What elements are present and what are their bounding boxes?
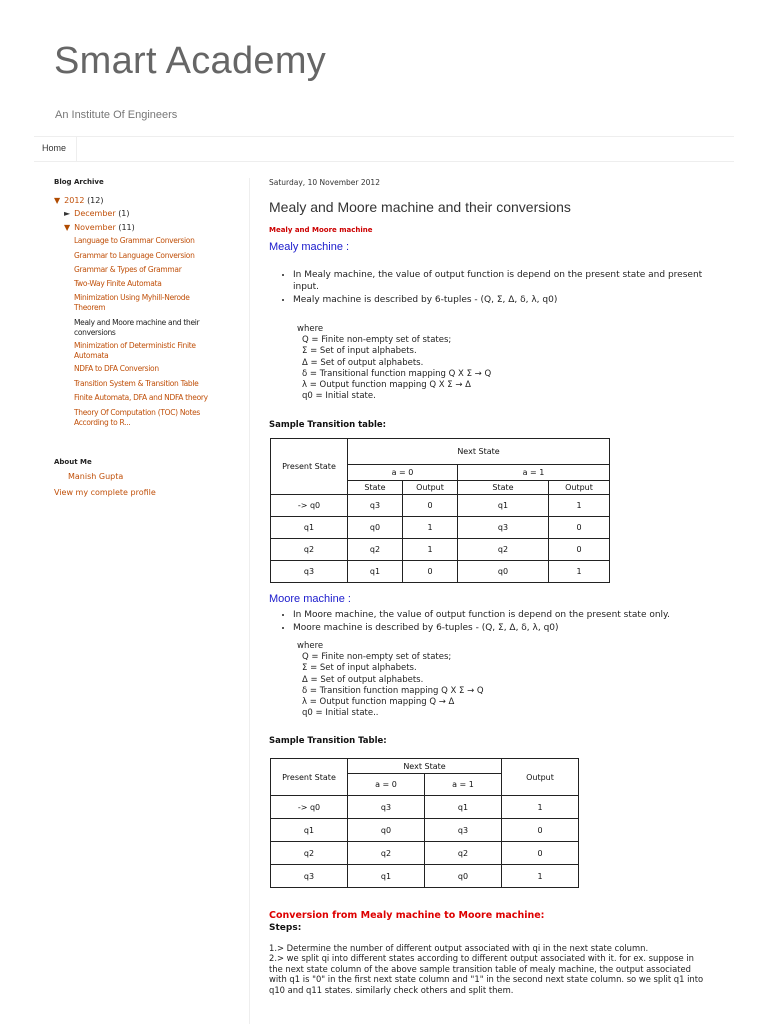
table-cell: 1 [502, 796, 579, 819]
author-name-link[interactable]: Manish Gupta [68, 472, 124, 481]
blog-archive-heading: Blog Archive [54, 178, 104, 186]
table-cell: q3 [348, 796, 425, 819]
table-cell: 0 [403, 561, 458, 583]
table-header: a = 0 [348, 774, 425, 796]
mealy-bullets [279, 269, 703, 307]
archive-post-link[interactable]: Grammar to Language Conversion [74, 251, 195, 260]
table-row [271, 561, 610, 583]
archive-post-link[interactable]: Transition System & Transition Table [74, 379, 199, 388]
table-cell: 0 [549, 539, 610, 561]
mealy-transition-table [270, 438, 610, 583]
archive-month-november [64, 223, 135, 232]
table-cell: q2 [458, 539, 549, 561]
archive-year-link[interactable]: 2012 [64, 196, 85, 205]
archive-year-count: (12) [87, 196, 104, 205]
archive-post-link[interactable]: Finite Automata, DFA and NDFA theory [74, 393, 208, 402]
post-date: Saturday, 10 November 2012 [269, 178, 380, 187]
table-row [271, 495, 610, 517]
table-cell: q0 [348, 517, 403, 539]
steps-text [269, 943, 709, 995]
definition-line: λ = Output function mapping Q → Δ [302, 697, 455, 708]
table-cell: 0 [403, 495, 458, 517]
table-header: Output [502, 759, 579, 796]
table-cell: 0 [502, 842, 579, 865]
table-cell: 0 [549, 517, 610, 539]
step-line: 2.> we split qi into different states according to different output associated with it. for ex. suppose in the next state column of the above sample transition table of mealy machine, the output associated with q1 is "0" in the first next state column and "1" in the second next state column. so we split q1 into q10 and q11 states. similarly check others and split them. [269, 953, 704, 995]
table-row [271, 819, 579, 842]
table-header: a = 1 [458, 465, 610, 481]
list-item: • Mealy machine is described by 6-tuples - (Q, Σ, Δ, δ, λ, q0) [293, 294, 703, 306]
table-header: State [458, 481, 549, 495]
moore-transition-table [270, 758, 579, 888]
table-header: Present State [271, 759, 348, 796]
archive-post-link[interactable]: NDFA to DFA Conversion [74, 364, 159, 373]
archive-year-2012 [54, 196, 103, 205]
site-title[interactable]: Smart Academy [54, 40, 327, 82]
table-cell: 1 [502, 865, 579, 888]
definition-line: q0 = Initial state.. [302, 708, 379, 719]
table-cell: q3 [425, 819, 502, 842]
archive-post-link[interactable]: Minimization of Deterministic Finite Automata [74, 341, 196, 360]
step-line: 1.> Determine the number of different output associated with qi in the next state column. [269, 943, 649, 953]
archive-month-count: (1) [118, 209, 130, 218]
table-cell: q1 [271, 819, 348, 842]
archive-month-link[interactable]: November [74, 223, 116, 232]
definition-line: Δ = Set of output alphabets. [302, 674, 424, 685]
table-header: Output [549, 481, 610, 495]
site-description: An Institute Of Engineers [55, 109, 178, 121]
archive-month-december [64, 209, 130, 218]
mealy-heading: Mealy machine : [269, 241, 350, 253]
table-row [271, 842, 579, 865]
definition-line: where [297, 641, 324, 651]
table-row [271, 517, 610, 539]
moore-table-heading: Sample Transition Table: [269, 736, 387, 746]
table-cell: q3 [271, 561, 348, 583]
definition-line: q0 = Initial state. [302, 391, 376, 402]
conversion-heading: Conversion from Mealy machine to Moore machine: [269, 910, 545, 921]
table-cell: q1 [425, 796, 502, 819]
definition-line: Q = Finite non-empty set of states; [302, 335, 452, 346]
post-subtitle: Mealy and Moore machine [269, 226, 373, 234]
definition-line: δ = Transitional function mapping Q X Σ → Q [302, 368, 492, 379]
definition-line: Σ = Set of input alphabets. [302, 346, 417, 357]
table-cell: q3 [458, 517, 549, 539]
collapse-arrow-icon[interactable]: ▼ [64, 223, 71, 232]
archive-post-link[interactable]: Theory Of Computation (TOC) Notes According to R... [74, 408, 201, 427]
archive-month-count: (11) [118, 223, 135, 232]
table-header: Next State [348, 759, 502, 774]
table-cell: q2 [271, 539, 348, 561]
expand-arrow-icon[interactable]: ► [64, 209, 71, 218]
table-cell: q1 [348, 561, 403, 583]
moore-heading: Moore machine : [269, 593, 351, 605]
moore-definitions [297, 641, 484, 719]
sidebar [54, 178, 239, 497]
table-cell: -> q0 [271, 495, 348, 517]
table-header: State [348, 481, 403, 495]
table-cell: q0 [425, 865, 502, 888]
table-cell: 1 [549, 561, 610, 583]
list-item: • In Moore machine, the value of output function is depend on the present state only. [293, 609, 703, 621]
table-cell: q1 [348, 865, 425, 888]
page-tabs [34, 136, 734, 162]
table-cell: 0 [502, 819, 579, 842]
archive-month-link[interactable]: December [74, 209, 116, 218]
steps-label: Steps: [269, 923, 302, 933]
archive-post-link[interactable]: Two-Way Finite Automata [74, 279, 162, 288]
table-cell: q2 [271, 842, 348, 865]
table-cell: q2 [425, 842, 502, 865]
definition-line: δ = Transition function mapping Q X Σ → Q [302, 685, 484, 696]
tab-home[interactable]: Home [42, 143, 67, 153]
table-header: a = 0 [348, 465, 458, 481]
table-row [271, 539, 610, 561]
mealy-definitions [297, 324, 491, 402]
table-cell: q3 [271, 865, 348, 888]
table-header: a = 1 [425, 774, 502, 796]
table-cell: q2 [348, 539, 403, 561]
definition-line: λ = Output function mapping Q X Σ → Δ [302, 380, 471, 391]
list-item: • In Mealy machine, the value of output function is depend on the present state and present input. [293, 269, 703, 293]
about-me-heading: About Me [54, 458, 92, 466]
table-row [271, 796, 579, 819]
archive-post-link[interactable]: Language to Grammar Conversion [74, 236, 195, 245]
table-cell: 1 [403, 517, 458, 539]
table-cell: q0 [458, 561, 549, 583]
archive-post-link[interactable]: Minimization Using Myhill-Nerode Theorem [74, 293, 190, 312]
table-header: Next State [348, 439, 610, 465]
table-cell: q1 [458, 495, 549, 517]
table-cell: q2 [348, 842, 425, 865]
table-header: Output [403, 481, 458, 495]
moore-bullets [279, 609, 703, 635]
list-item: • Moore machine is described by 6-tuples - (Q, Σ, Δ, δ, λ, q0) [293, 622, 703, 634]
mealy-table-heading: Sample Transition table: [269, 420, 387, 430]
view-profile-link[interactable]: View my complete profile [54, 488, 156, 497]
table-header: Present State [271, 439, 348, 495]
collapse-arrow-icon[interactable]: ▼ [54, 196, 61, 205]
definition-line: Σ = Set of input alphabets. [302, 663, 417, 674]
table-cell: 1 [403, 539, 458, 561]
table-cell: q3 [348, 495, 403, 517]
archive-post-current: Mealy and Moore machine and their conversions [74, 318, 200, 337]
post-title[interactable]: Mealy and Moore machine and their conversions [269, 199, 571, 215]
table-row [271, 865, 579, 888]
tab-divider [76, 137, 77, 161]
archive-post-link[interactable]: Grammar & Types of Grammar [74, 265, 182, 274]
definition-line: where [297, 324, 324, 334]
definition-line: Δ = Set of output alphabets. [302, 357, 424, 368]
table-cell: -> q0 [271, 796, 348, 819]
column-divider [249, 178, 250, 1024]
table-cell: q1 [271, 517, 348, 539]
definition-line: Q = Finite non-empty set of states; [302, 652, 452, 663]
table-cell: 1 [549, 495, 610, 517]
table-cell: q0 [348, 819, 425, 842]
